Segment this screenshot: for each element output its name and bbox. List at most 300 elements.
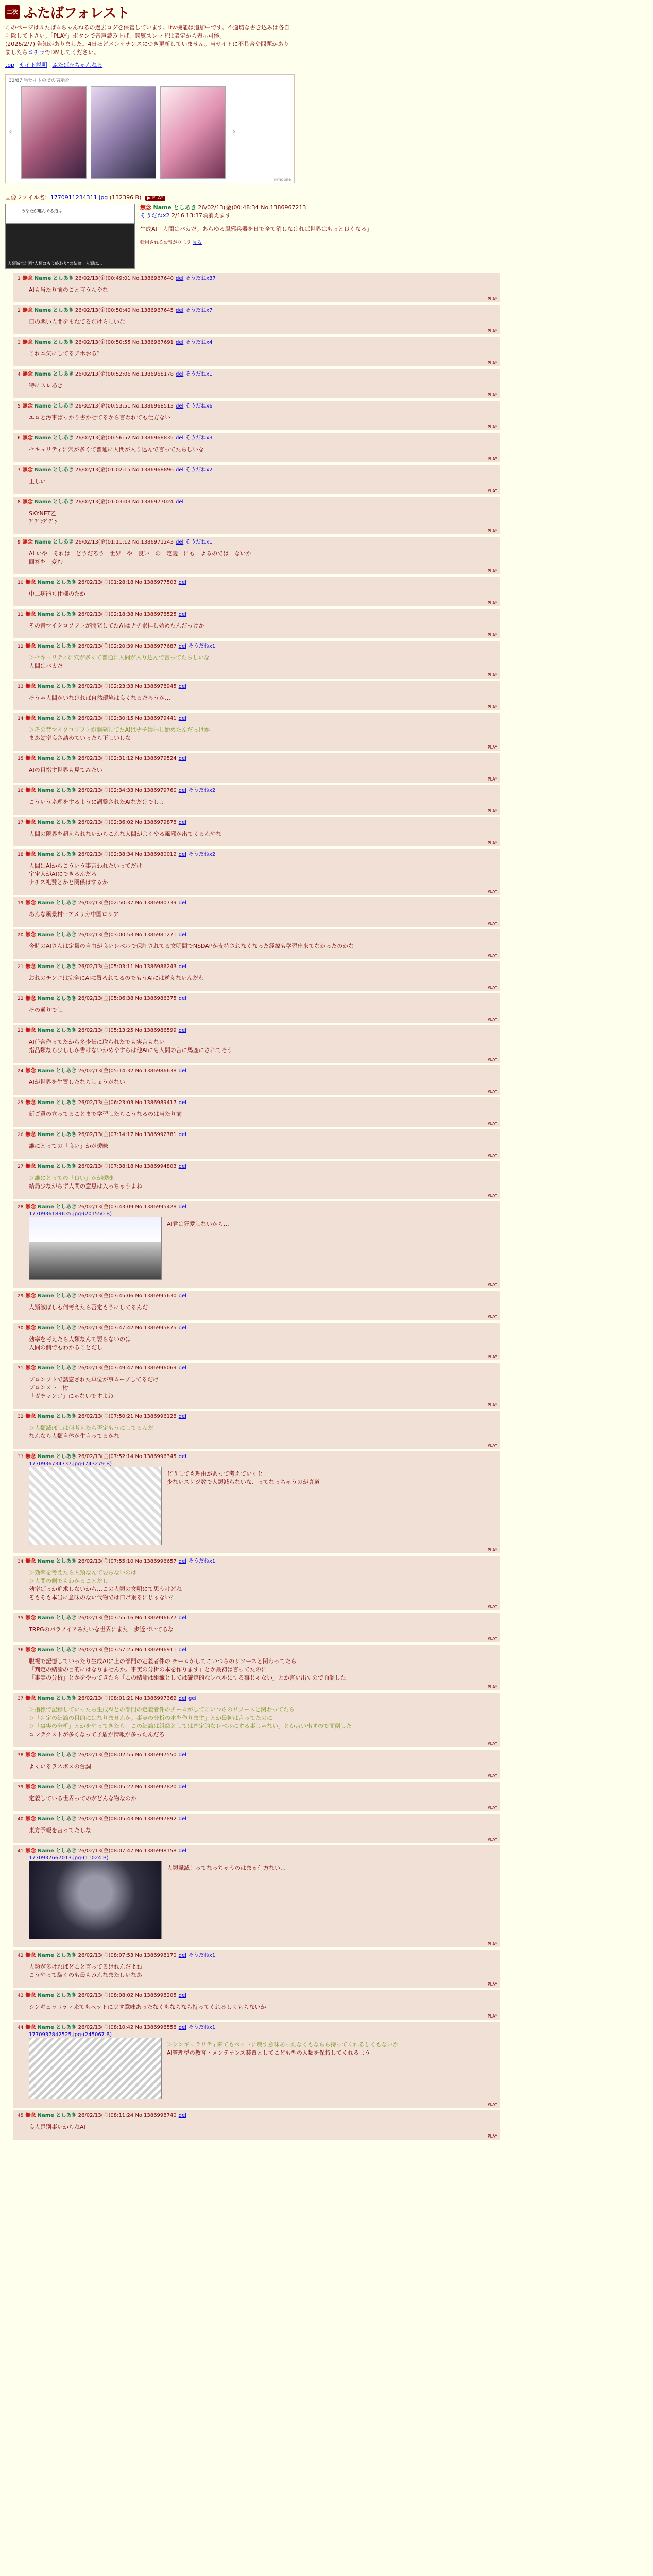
- reply-name: Name としあき: [37, 2113, 77, 2119]
- reply-meta: [18, 899, 496, 907]
- reply-date: 26/02/13(金)07:47:42 No.1386995875: [78, 1325, 177, 1331]
- reply-subject: 無念: [25, 1558, 36, 1564]
- reply-play-button[interactable]: PLAY: [487, 1741, 497, 1746]
- reply-meta: [18, 498, 496, 506]
- reply-del-link[interactable]: del: [178, 996, 186, 1002]
- reply-subject: 無念: [25, 996, 36, 1002]
- reply-play-button[interactable]: PLAY: [487, 633, 497, 637]
- reply-post: [13, 1097, 500, 1127]
- reply-soudane-button[interactable]: そうだねx37: [185, 276, 216, 281]
- nav-top-link[interactable]: top: [5, 62, 15, 69]
- reply-date: 26/02/13(金)07:55:16 No.1386996677: [78, 1615, 177, 1621]
- ad-image[interactable]: [160, 86, 226, 179]
- reply-subject: 無念: [25, 1325, 36, 1331]
- reply-post: [13, 2110, 500, 2140]
- reply-body: [29, 550, 496, 566]
- reply-text-line: 効率を考えたら人類なんて要らないのは: [29, 1336, 131, 1343]
- reply-post: [13, 1613, 500, 1642]
- reply-del-link[interactable]: del: [178, 820, 186, 825]
- reply-body: [29, 510, 496, 526]
- reply-text-line: 口の悪い人間をまねてるだけらしいな: [29, 318, 125, 325]
- reply-meta: [18, 1131, 496, 1139]
- reply-date: 26/02/13(金)08:02:55 No.1386997550: [78, 1752, 177, 1758]
- op-name: Name としあき: [153, 204, 196, 211]
- reply-del-link[interactable]: del: [178, 1068, 186, 1074]
- reply-body: [29, 590, 496, 598]
- reply-body: [29, 830, 496, 838]
- reply-subject: 無念: [25, 684, 36, 689]
- reply-date: 26/02/13(金)07:50:21 No.1386996128: [78, 1414, 177, 1419]
- reply-image[interactable]: [29, 1861, 162, 1939]
- reply-index: 36: [18, 1648, 24, 1653]
- reply-text-line: プロンスト一桁: [29, 1384, 68, 1391]
- reply-del-link[interactable]: del: [175, 371, 184, 377]
- reply-body: [29, 862, 496, 887]
- reply-play-button[interactable]: PLAY: [487, 425, 497, 429]
- thread: [0, 189, 653, 2144]
- reply-body: [167, 1220, 229, 1280]
- reply-play-button[interactable]: PLAY: [487, 953, 497, 958]
- reply-file-link[interactable]: 1770937667013.jpg-(11024 B): [29, 1855, 109, 1861]
- reply-subject: 無念: [25, 1365, 36, 1371]
- intro-line2c: でDMしてください。: [45, 49, 99, 56]
- reply-name: Name としあき: [37, 1696, 77, 1701]
- reply-text-line: AI管理型の教育・メンテナンス装置としてこども型の人類を保持してくれるよう: [167, 2049, 370, 2056]
- reply-meta: [18, 434, 496, 443]
- reply-del-link[interactable]: del: [178, 1953, 186, 1958]
- reply-post: [13, 1129, 500, 1159]
- reply-date: 26/02/13(金)07:49:47 No.1386996069: [78, 1365, 177, 1371]
- reply-del-link[interactable]: del: [178, 852, 186, 857]
- op-file-line: [5, 193, 648, 201]
- reply-del-link[interactable]: del: [178, 2025, 186, 2030]
- contact-link[interactable]: コチラ: [28, 49, 45, 56]
- reply-media: [29, 1861, 496, 1939]
- reply-del-link[interactable]: del: [175, 435, 184, 441]
- reply-text-line: こうやって騙くのも最もみんなまたしいなあ: [29, 1972, 142, 1978]
- op-play-button[interactable]: ▶ PLAY: [145, 196, 165, 201]
- op-post: [5, 204, 648, 269]
- reply-index: 17: [18, 820, 24, 825]
- reply-subject: 無念: [25, 1615, 36, 1621]
- reply-subject: 無念: [25, 1132, 36, 1138]
- reply-text-line: まあ効率良さ詰めていったら正しいしな: [29, 735, 131, 741]
- reply-post: [13, 1782, 500, 1811]
- nav-about-link[interactable]: サイト説明: [19, 62, 47, 69]
- reply-text-line: 腹視で記憶していったり生成AIに上の部門の定義者件の チームがしてこいつらのリソースと関わってたら: [29, 1658, 297, 1665]
- reply-del-link[interactable]: del: [175, 499, 184, 505]
- reply-del-link[interactable]: del: [178, 1696, 186, 1701]
- reply-index: 25: [18, 1100, 24, 1106]
- reply-del-link[interactable]: del: [178, 643, 186, 649]
- reply-name: Name としあき: [37, 1752, 77, 1758]
- reply-date: 26/02/13(金)07:52:14 No.1386996345: [78, 1454, 177, 1460]
- reply-name: Name としあき: [37, 900, 77, 906]
- reply-del-link[interactable]: del: [178, 1752, 186, 1758]
- reply-del-link[interactable]: del: [178, 1028, 186, 1033]
- reply-play-button[interactable]: PLAY: [487, 1604, 497, 1609]
- reply-play-button[interactable]: PLAY: [487, 329, 497, 333]
- reply-del-link[interactable]: del: [178, 1993, 186, 1998]
- reply-play-button[interactable]: PLAY: [487, 777, 497, 782]
- reply-play-button[interactable]: PLAY: [487, 1089, 497, 1094]
- reply-file-link[interactable]: 1770937842525.jpg-(245067 B): [29, 2032, 112, 2038]
- reply-subject: 無念: [25, 820, 36, 825]
- reply-del-link[interactable]: del: [178, 1454, 186, 1460]
- reply-post: [13, 465, 500, 494]
- reply-date: 26/02/13(金)02:18:38 No.1386978525: [78, 612, 177, 617]
- reply-post: [13, 1845, 500, 1947]
- reply-date: 26/02/13(金)08:11:24 No.1386998740: [78, 2113, 177, 2119]
- reply-play-button[interactable]: PLAY: [487, 1773, 497, 1778]
- reply-post: [13, 577, 500, 606]
- reply-index: 15: [18, 756, 24, 761]
- reply-quote: ＞誰にとっての「良い」かが曖昧: [29, 1175, 114, 1181]
- reply-meta: [18, 307, 496, 315]
- reply-date: 26/02/13(金)08:10:42 No.1386998558: [78, 2025, 177, 2030]
- reply-del-link[interactable]: del: [178, 932, 186, 938]
- reply-index: 3: [18, 340, 21, 345]
- reply-play-button[interactable]: PLAY: [487, 456, 497, 461]
- reply-index: 40: [18, 1817, 24, 1822]
- op-note-link[interactable]: 見る: [192, 240, 202, 245]
- reply-meta: [18, 1815, 496, 1823]
- reply-quote: ＞指標で記録していったら生成AIとの部門の定義者件のチームがしてこいつらのリソースと関わってたら ＞「判定の結論の目的にはなりませんか。事実の分析の本を作ります」とか最初は言ってたのに ＞「事実の分析」とかをやってきたら「この結論は組織としては確定的なレベルにする事じゃない」とか言い出すので面倒した: [29, 1706, 352, 1730]
- reply-del-link[interactable]: del: [178, 580, 186, 585]
- reply-body: [29, 2003, 496, 2011]
- reply-name: Name としあき: [37, 716, 77, 721]
- reply-del-link[interactable]: del: [178, 1293, 186, 1299]
- reply-subject: 無念: [25, 1784, 36, 1790]
- reply-play-button[interactable]: PLAY: [487, 1017, 497, 1022]
- reply-date: 26/02/13(金)00:50:55 No.1386967691: [75, 340, 174, 345]
- reply-soudane-button[interactable]: そうだねx2: [188, 852, 216, 857]
- reply-post: [13, 993, 500, 1023]
- reply-soudane-button[interactable]: そうだねx1: [185, 371, 213, 377]
- reply-soudane-button[interactable]: そうだねx4: [185, 340, 213, 345]
- reply-play-button[interactable]: PLAY: [487, 1153, 497, 1158]
- reply-text-line: 指品類なら少ししか書けないかめやすらは他AIにも人間の言に馬鹿にされてそう: [29, 1047, 233, 1054]
- reply-list: [5, 273, 648, 2140]
- reply-post: [13, 713, 500, 751]
- reply-del-link[interactable]: del: [175, 539, 184, 545]
- reply-play-button[interactable]: PLAY: [487, 673, 497, 677]
- reply-del-link[interactable]: del: [178, 1100, 186, 1106]
- reply-post: [13, 1161, 500, 1199]
- reply-date: 26/02/13(金)08:01:21 No.1386997362: [78, 1696, 177, 1701]
- ad-next-icon[interactable]: ›: [232, 126, 236, 137]
- reply-meta: [18, 1067, 496, 1075]
- reply-index: 16: [18, 788, 24, 793]
- reply-soudane-button[interactable]: そうだねx6: [185, 403, 213, 409]
- reply-text-line: その通りでし: [29, 1007, 63, 1013]
- reply-del-link[interactable]: del: [178, 716, 186, 721]
- reply-name: Name としあき: [37, 1953, 77, 1958]
- reply-play-button[interactable]: PLAY: [487, 297, 497, 301]
- reply-date: 26/02/13(金)08:05:22 No.1386997820: [78, 1784, 177, 1790]
- file-label: 画像ファイル名：: [5, 194, 50, 201]
- reply-text-line: 東方予報を言ってたしな: [29, 1827, 91, 1834]
- op-expiry: 2/16 13:37頃消えます: [171, 212, 231, 219]
- reply-play-button[interactable]: PLAY: [487, 1805, 497, 1810]
- reply-text-line: 新ご質の立ってることまで学習したらこうなるのは当たり前: [29, 1111, 182, 1117]
- reply-soudane-button[interactable]: そうだねx1: [188, 1953, 216, 1958]
- reply-soudane-button[interactable]: そうだねx1: [185, 539, 213, 545]
- reply-index: 44: [18, 2025, 24, 2030]
- reply-del-link[interactable]: del: [178, 1647, 186, 1653]
- reply-meta: [18, 611, 496, 619]
- reply-name: Name としあき: [37, 684, 77, 689]
- reply-del-link[interactable]: del: [178, 1558, 186, 1564]
- reply-meta: [18, 1163, 496, 1171]
- reply-soudane-button[interactable]: そうだねx1: [188, 2025, 216, 2030]
- reply-del-link[interactable]: del: [178, 612, 186, 617]
- op-file-link[interactable]: 1770911234311.jpg: [50, 194, 108, 201]
- reply-body: [29, 1110, 496, 1118]
- reply-subject: 無念: [22, 467, 33, 473]
- reply-name: Name としあき: [37, 1615, 77, 1621]
- reply-play-button[interactable]: PLAY: [487, 1121, 497, 1126]
- logo-row: [5, 3, 648, 21]
- reply-index: 32: [18, 1414, 24, 1419]
- reply-meta: [18, 1952, 496, 1960]
- reply-soudane-button[interactable]: そうだねx1: [188, 643, 216, 649]
- reply-play-button[interactable]: PLAY: [487, 488, 497, 493]
- reply-soudane-button[interactable]: そうだねx3: [185, 435, 213, 441]
- reply-play-button[interactable]: PLAY: [487, 2134, 497, 2139]
- reply-body: [29, 414, 496, 422]
- reply-post: [13, 1645, 500, 1690]
- reply-text-line: 「事実の分析」とかをやってきたら「この結論は組織としては確定的なレベルにする事じゃない」とか言い出すので面倒した: [29, 1674, 346, 1681]
- reply-text-line: TRPGのパラノイアみたいな世界にまた一歩近づいてるな: [29, 1626, 174, 1633]
- reply-meta: [18, 1292, 496, 1300]
- intro-text: [5, 24, 294, 57]
- reply-name: Name としあき: [37, 964, 77, 970]
- reply-body: [29, 1376, 496, 1400]
- reply-play-button[interactable]: PLAY: [487, 1314, 497, 1319]
- reply-del-link[interactable]: del: [178, 1615, 186, 1621]
- reply-image[interactable]: [29, 2038, 162, 2099]
- reply-play-button[interactable]: PLAY: [487, 361, 497, 365]
- reply-del-link[interactable]: del: [175, 340, 184, 345]
- reply-play-button[interactable]: PLAY: [487, 1354, 497, 1359]
- reply-date: 26/02/13(金)00:56:52 No.1386968835: [75, 435, 174, 441]
- reply-meta: [18, 995, 496, 1003]
- reply-date: 26/02/13(金)00:49:01 No.1386967640: [75, 276, 174, 281]
- reply-subject: 無念: [25, 1414, 36, 1419]
- reply-del-link[interactable]: del: [178, 1414, 186, 1419]
- reply-index: 37: [18, 1696, 24, 1701]
- op-file-size: (132396 B): [109, 194, 142, 201]
- reply-date: 26/02/13(金)01:28:18 No.1386977503: [78, 580, 177, 585]
- op-soudane-button[interactable]: そうだねx2: [140, 212, 170, 219]
- reply-meta: [18, 1324, 496, 1332]
- reply-del-link[interactable]: del: [178, 900, 186, 906]
- reply-play-button[interactable]: PLAY: [487, 705, 497, 709]
- reply-del-link[interactable]: del: [178, 684, 186, 689]
- reply-play-button[interactable]: PLAY: [487, 1057, 497, 1062]
- reply-post: [13, 849, 500, 895]
- reply-del-link[interactable]: del: [178, 1365, 186, 1371]
- reply-file-link[interactable]: 1770936734737.jpg-(743279 B): [29, 1461, 112, 1467]
- op-date: 26/02/13(金)00:48:34 No.1386967213: [198, 204, 306, 211]
- reply-meta: [18, 275, 496, 283]
- ad-banner[interactable]: [5, 74, 295, 183]
- reply-play-button[interactable]: PLAY: [487, 393, 497, 397]
- reply-subject: 無念: [22, 499, 33, 505]
- reply-play-button[interactable]: PLAY: [487, 1282, 497, 1287]
- reply-text-line: 人間はバカだ: [29, 663, 63, 669]
- reply-name: Name としあき: [37, 580, 77, 585]
- reply-date: 26/02/13(金)02:34:33 No.1386979760: [78, 788, 177, 793]
- reply-body: [29, 286, 496, 294]
- reply-image[interactable]: [29, 1217, 162, 1280]
- reply-index: 39: [18, 1785, 24, 1790]
- reply-del-link[interactable]: del: [178, 756, 186, 761]
- reply-body: [29, 910, 496, 919]
- reply-body: [29, 446, 496, 454]
- reply-post: [13, 497, 500, 534]
- reply-play-button[interactable]: PLAY: [487, 1548, 497, 1552]
- op-thumbnail[interactable]: [5, 204, 135, 269]
- reply-soudane-button[interactable]: そうだねx1: [188, 1558, 216, 1564]
- reply-play-button[interactable]: PLAY: [487, 1193, 497, 1198]
- reply-index: 7: [18, 468, 21, 473]
- reply-play-button[interactable]: PLAY: [487, 601, 497, 605]
- reply-body: [29, 1142, 496, 1150]
- reply-body: [29, 942, 496, 951]
- reply-play-button[interactable]: PLAY: [487, 745, 497, 750]
- reply-play-button[interactable]: PLAY: [487, 569, 497, 573]
- reply-name: Name としあき: [34, 276, 74, 281]
- reply-play-button[interactable]: PLAY: [487, 1837, 497, 1842]
- ad-prev-icon[interactable]: ‹: [9, 126, 13, 137]
- reply-meta: [18, 1203, 496, 1211]
- reply-media: [29, 1217, 496, 1280]
- reply-del-link[interactable]: del: [178, 1325, 186, 1331]
- reply-play-button[interactable]: PLAY: [487, 1685, 497, 1689]
- reply-name: Name としあき: [37, 643, 77, 649]
- reply-post: [13, 2022, 500, 2108]
- reply-play-button[interactable]: PLAY: [487, 1942, 497, 1946]
- reply-subject: 無念: [25, 580, 36, 585]
- reply-soudane-button[interactable]: gei: [188, 1696, 197, 1701]
- reply-date: 26/02/13(金)00:50:40 No.1386967645: [75, 308, 174, 313]
- reply-index: 27: [18, 1164, 24, 1170]
- reply-soudane-button[interactable]: そうだねx2: [188, 788, 216, 793]
- reply-text-line: シンギュラリティ来てもペットに戻す意味あったなくもならなら持ってくれるしくもらないか: [29, 2004, 266, 2010]
- reply-post: [13, 929, 500, 959]
- ad-image[interactable]: [91, 86, 156, 179]
- reply-play-button[interactable]: PLAY: [487, 1982, 497, 1987]
- reply-post: [13, 641, 500, 679]
- reply-image[interactable]: [29, 1467, 162, 1545]
- reply-del-link[interactable]: del: [178, 1848, 186, 1854]
- reply-post: [13, 681, 500, 710]
- reply-del-link[interactable]: del: [178, 788, 186, 793]
- reply-post: [13, 785, 500, 815]
- site-title[interactable]: ふたばフォレスト: [24, 5, 130, 21]
- reply-del-link[interactable]: del: [175, 276, 184, 281]
- reply-name: Name としあき: [34, 435, 74, 441]
- reply-del-link[interactable]: del: [178, 2113, 186, 2119]
- reply-subject: 無念: [25, 1164, 36, 1170]
- reply-del-link[interactable]: del: [178, 1204, 186, 1210]
- reply-play-button[interactable]: PLAY: [487, 985, 497, 990]
- reply-file-link[interactable]: 1770936189635.jpg-(201550 B): [29, 1211, 112, 1217]
- reply-body: [29, 1826, 496, 1835]
- reply-play-button[interactable]: PLAY: [487, 889, 497, 894]
- reply-meta: [18, 1027, 496, 1035]
- reply-text-line: 「ガチャンゴ」にゃないですよね: [29, 1393, 114, 1399]
- reply-index: 23: [18, 1028, 24, 1033]
- reply-subject: 無念: [25, 932, 36, 938]
- reply-index: 29: [18, 1294, 24, 1299]
- reply-body: [29, 1706, 496, 1739]
- site-logo-icon[interactable]: 二次: [5, 5, 20, 19]
- reply-index: 30: [18, 1326, 24, 1331]
- reply-del-link[interactable]: del: [178, 1816, 186, 1822]
- reply-play-button[interactable]: PLAY: [487, 809, 497, 814]
- reply-play-button[interactable]: PLAY: [487, 1636, 497, 1641]
- reply-play-button[interactable]: PLAY: [487, 841, 497, 845]
- thumb-caption: 人類滅亡計画"人類はもう終わり"の結論 人類は…: [8, 261, 102, 266]
- reply-play-button[interactable]: PLAY: [487, 921, 497, 926]
- reply-play-button[interactable]: PLAY: [487, 529, 497, 533]
- reply-index: 18: [18, 852, 24, 857]
- reply-name: Name としあき: [37, 788, 77, 793]
- reply-meta: [18, 1783, 496, 1791]
- reply-play-button[interactable]: PLAY: [487, 2014, 497, 2019]
- reply-soudane-button[interactable]: そうだねx7: [185, 308, 213, 313]
- reply-quote: ＞その昔マイクロソフトが開発してたAIはナチ崇拝し始めたんだっけか: [29, 726, 210, 733]
- reply-text-line: こういうネ理をするように調整されたAIなだけでしょ: [29, 799, 165, 805]
- reply-del-link[interactable]: del: [175, 308, 184, 313]
- ad-image[interactable]: [21, 86, 87, 179]
- nav-futaba-link[interactable]: ふたば☆ちゃんねる: [52, 62, 103, 69]
- reply-meta: [18, 1413, 496, 1421]
- reply-soudane-button[interactable]: そうだねx2: [185, 467, 213, 473]
- reply-subject: 無念: [25, 612, 36, 617]
- reply-del-link[interactable]: del: [175, 467, 184, 473]
- reply-date: 26/02/13(金)07:55:10 No.1386996657: [78, 1558, 177, 1564]
- reply-play-button[interactable]: PLAY: [487, 2102, 497, 2107]
- reply-meta: [18, 1099, 496, 1107]
- reply-date: 26/02/13(金)02:30:15 No.1386979441: [78, 716, 177, 721]
- reply-body: [29, 766, 496, 774]
- reply-index: 1: [18, 276, 21, 281]
- reply-text-line: 少ないスケジ数で人類減らないな、ってなっちゃうのが真道: [167, 1479, 320, 1485]
- reply-play-button[interactable]: PLAY: [487, 1443, 497, 1448]
- reply-text-line: AI任合作ってたから多少伝に取られたでも実言もない: [29, 1039, 165, 1045]
- reply-body: [29, 1078, 496, 1087]
- reply-del-link[interactable]: del: [175, 403, 184, 409]
- reply-subject: 無念: [25, 1647, 36, 1653]
- reply-index: 43: [18, 1993, 24, 1998]
- reply-date: 26/02/13(金)07:43:09 No.1386995428: [78, 1204, 177, 1210]
- reply-del-link[interactable]: del: [178, 1132, 186, 1138]
- reply-text-line: 今時のAIさんは定量の自由が良いレベルで保証されてる文明間でNSDAPが支持されなくなった経緯も学習出来てなかったのかな: [29, 943, 354, 950]
- reply-play-button[interactable]: PLAY: [487, 1403, 497, 1408]
- reply-del-link[interactable]: del: [178, 964, 186, 970]
- reply-del-link[interactable]: del: [178, 1164, 186, 1170]
- reply-text-line: おれのチンコは完全にAIに置ろれてるのでもうAIには逆えないんだわ: [29, 975, 204, 981]
- reply-text-line: 人類が多ければどこと言ってるけれんだよね: [29, 1963, 142, 1970]
- reply-del-link[interactable]: del: [178, 1784, 186, 1790]
- reply-date: 26/02/13(金)06:23:03 No.1386989417: [78, 1100, 177, 1106]
- reply-index: 31: [18, 1366, 24, 1371]
- reply-text-line: 良人是別事いからねAI: [29, 2124, 85, 2130]
